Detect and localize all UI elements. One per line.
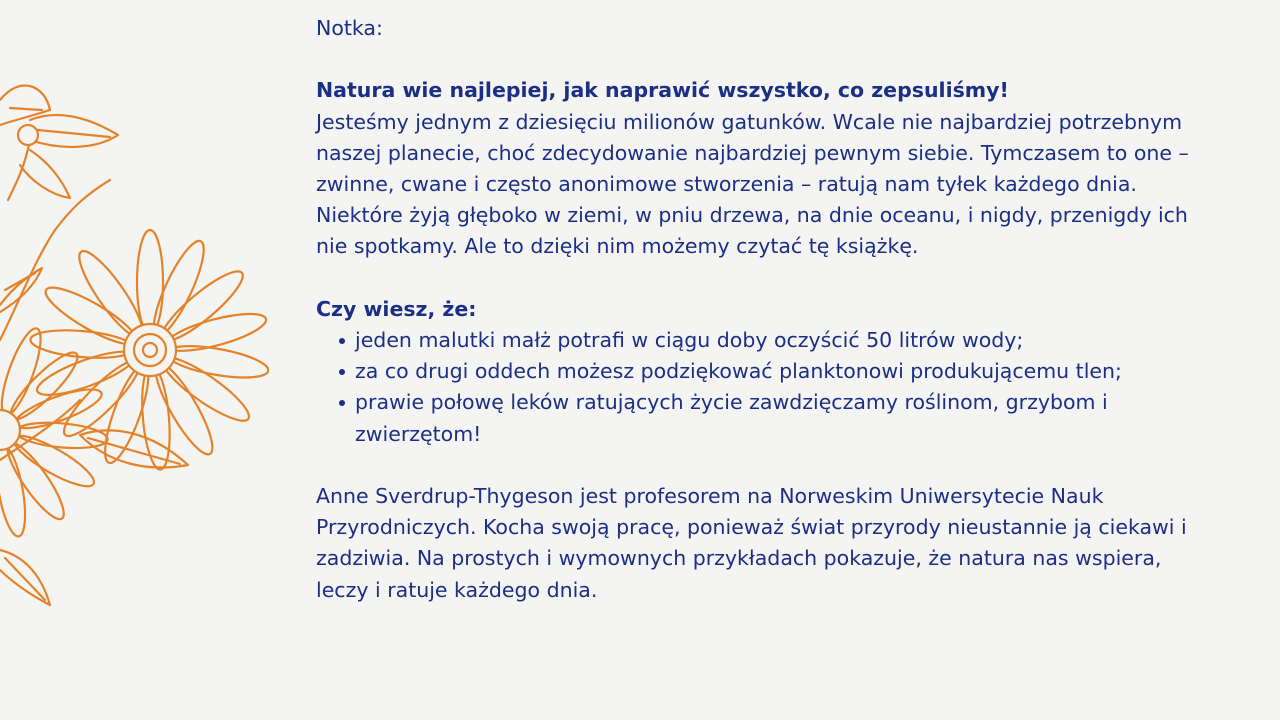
spacer [316,450,1216,481]
orange-flower-illustration-icon [0,80,290,620]
author-bio: Anne Sverdrup-Thygeson jest profesorem na Norweskim Uniwersytecie Nauk Przyrodniczych. Kocha swoją pracę, ponieważ świat przyrody nieustannie ją ciekawi i zadziwia. Na prostych i wymownych przykładach pokazuje, że natura nas wspiera, leczy i ratuje każdego dnia. [316,484,1187,602]
note-text-block [316,13,1216,606]
spacer [316,263,1216,294]
facts-heading: Czy wiesz, że: [316,296,477,321]
note-headline: Natura wie najlepiej, jak naprawić wszystko, co zepsuliśmy! [316,78,1009,103]
fact-item: prawie połowę leków ratujących życie zawdzięczamy roślinom, grzybom i zwierzętom! [336,387,1216,449]
fact-item: jeden malutki małż potrafi w ciągu doby oczyścić 50 litrów wody; [336,325,1216,356]
note-label: Notka: [316,16,383,40]
fact-item: za co drugi oddech możesz podziękować planktonowi produkującemu tlen; [336,356,1216,387]
facts-list [316,325,1216,450]
spacer [316,44,1216,75]
note-intro: Jesteśmy jednym z dziesięciu milionów gatunków. Wcale nie najbardziej potrzebnym naszej planecie, choć zdecydowanie najbardziej pewnym siebie. Tymczasem to one – zwinne, cwane i często anonimowe stworzenia – ratują nam tyłek każdego dnia. Niektóre żyją głęboko w ziemi, w pniu drzewa, na dnie oceanu, i nigdy, przenigdy ich nie spotkamy. Ale to dzięki nim możemy czytać tę książkę. [316,109,1189,259]
